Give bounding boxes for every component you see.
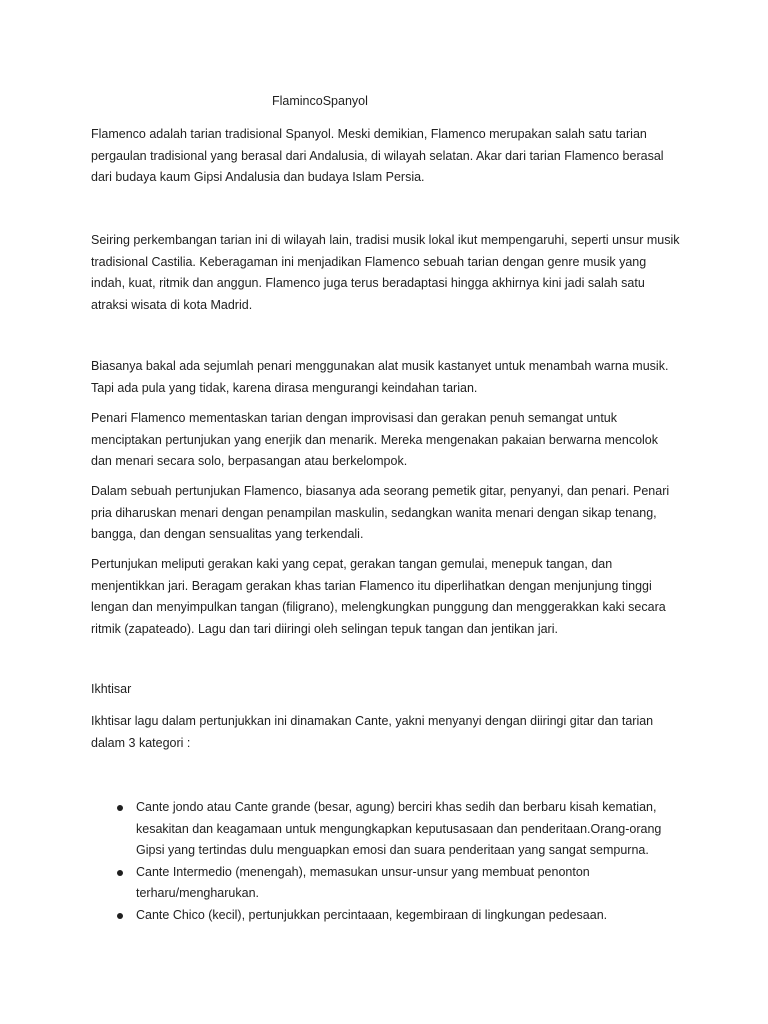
bullet-icon — [117, 913, 123, 919]
paragraph-performance-roles: Dalam sebuah pertunjukan Flamenco, biasanya ada seorang pemetik gitar, penyanyi, dan penari. Penari pria diharuskan menari dengan penampilan maskulin, sedangkan wanita menari dengan sikap tenang, bangga, dan dengan sensualitas yang terkendali. — [91, 484, 670, 541]
bullet-icon — [117, 805, 123, 811]
document-title: FlamincoSpanyol — [272, 94, 368, 108]
cante-category-list — [91, 797, 681, 926]
paragraph-movements: Pertunjukan meliputi gerakan kaki yang cepat, gerakan tangan gemulai, menepuk tangan, dan menjentikkan jari. Beragam gerakan khas tarian Flamenco itu diperlihatkan dengan menjunjung tinggi lengan dan menyimpulkan tangan (filigrano), melengkungkan punggung dan menggerakkan kaki secara ritmik (zapateado). Lagu dan tari diiringi oleh selingan tepuk tangan dan jentikan jari. — [91, 557, 666, 636]
paragraph-performers: Penari Flamenco mementaskan tarian dengan improvisasi dan gerakan penuh semangat untuk menciptakan pertunjukan yang enerjik dan menarik. Mereka mengenakan pakaian berwarna mencolok dan menari secara solo, berpasangan atau berkelompok. — [91, 411, 658, 468]
list-item-text: Cante Intermedio (menengah), memasukan unsur-unsur yang membuat penonton terharu/mengharukan. — [136, 864, 590, 900]
list-item — [91, 905, 681, 927]
list-item — [91, 797, 681, 862]
bullet-icon — [117, 870, 123, 876]
paragraph-castanets: Biasanya bakal ada sejumlah penari menggunakan alat musik kastanyet untuk menambah warna musik. Tapi ada pula yang tidak, karena dirasa mengurangi keindahan tarian. — [91, 359, 669, 395]
list-item-text: Cante Chico (kecil), pertunjukkan percintaaan, kegembiraan di lingkungan pedesaan. — [136, 907, 608, 922]
paragraph-origin: Flamenco adalah tarian tradisional Spanyol. Meski demikian, Flamenco merupakan salah satu tarian pergaulan tradisional yang berasal dari Andalusia, di wilayah selatan. Akar dari tarian Flamenco berasal dari budaya kaum Gipsi Andalusia dan budaya Islam Persia. — [91, 127, 664, 184]
section-intro: Ikhtisar lagu dalam pertunjukkan ini dinamakan Cante, yakni menyanyi dengan diiringi gitar dan tarian dalam 3 kategori : — [91, 714, 654, 750]
list-item — [91, 862, 681, 905]
section-heading: Ikhtisar — [91, 682, 132, 696]
list-item-text: Cante jondo atau Cante grande (besar, agung) berciri khas sedih dan berbaru kisah kematian, kesakitan dan keagamaan untuk mengungkapkan keputusasaan dan penderitaan.Orang-orang Gipsi yang tertindas dulu menguapkan emosi dan suara penderitaan yang sangat sempurna. — [136, 800, 662, 857]
paragraph-development: Seiring perkembangan tarian ini di wilayah lain, tradisi musik lokal ikut mempengaruhi, seperti unsur musik tradisional Castilia. Keberagaman ini menjadikan Flamenco sebuah tarian dengan genre musik yang indah, kuat, ritmik dan anggun. Flamenco juga terus beradaptasi hingga akhirnya kini jadi salah satu atraksi wisata di kota Madrid. — [91, 233, 680, 312]
